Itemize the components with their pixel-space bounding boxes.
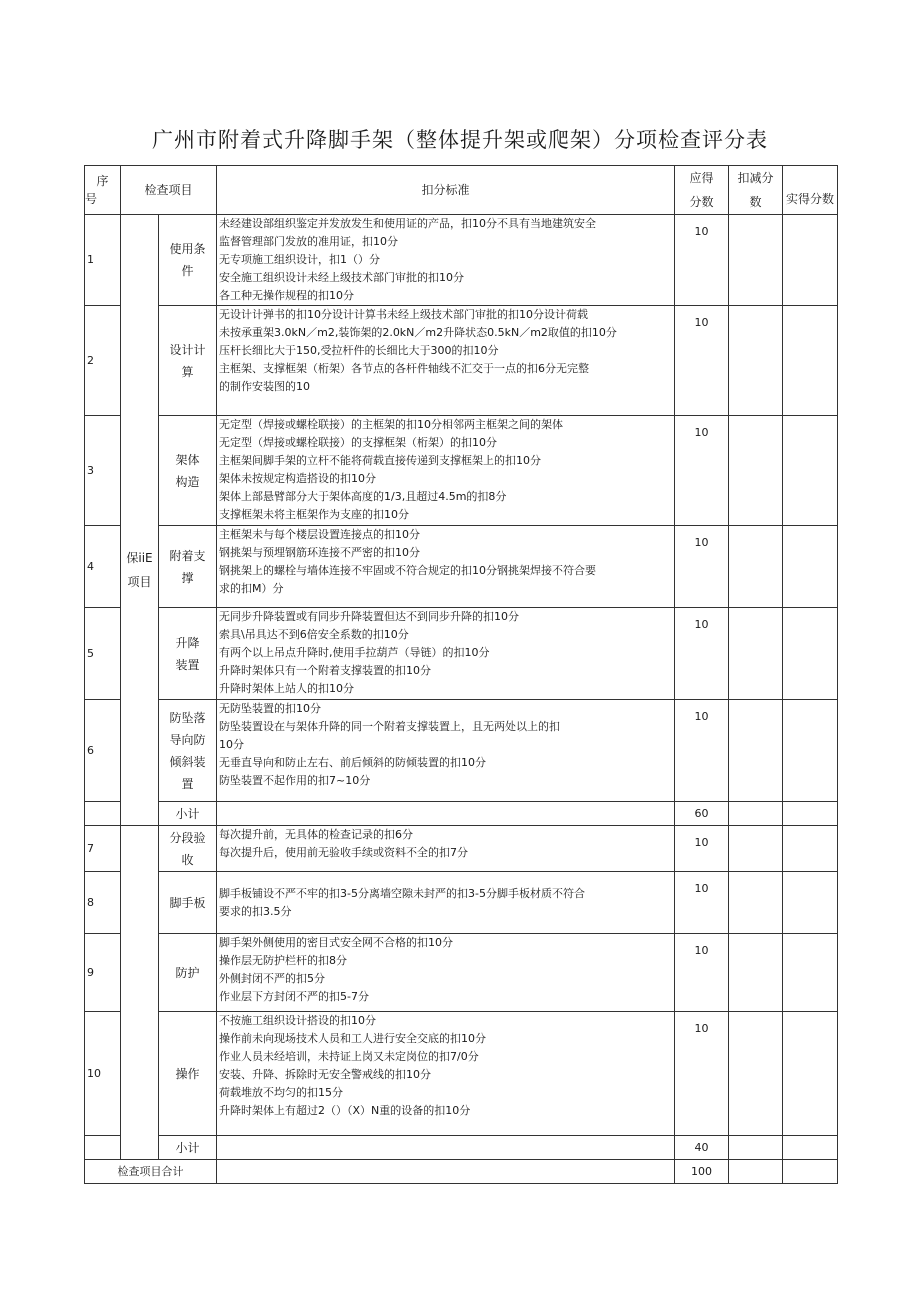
item-line: 使用条 bbox=[169, 242, 206, 256]
table-row bbox=[85, 215, 838, 306]
deduct-header-line: 扣减分 bbox=[737, 171, 774, 185]
table-row bbox=[85, 416, 838, 526]
item-line: 置 bbox=[181, 776, 194, 791]
standard-line: 脚手板铺设不严不牢的扣3-5分离墙空隙未封严的扣3-5分脚手板材质不符合 bbox=[219, 886, 585, 900]
table-row bbox=[85, 1012, 838, 1136]
score-table bbox=[84, 165, 838, 1184]
row-seq: 5 bbox=[85, 608, 121, 700]
row-deduct bbox=[729, 416, 783, 526]
subtotal-standard bbox=[217, 1136, 675, 1160]
row-deduct bbox=[729, 306, 783, 416]
row-standard bbox=[217, 826, 675, 872]
standard-line: 要求的扣3.5分 bbox=[219, 904, 292, 918]
subtotal-deduct bbox=[729, 1136, 783, 1160]
standard-line: 无设计计弹书的扣10分设计计算书未经上级技术部门审批的扣10分设计荷载 bbox=[219, 308, 589, 321]
item-line: 防护 bbox=[175, 965, 200, 980]
seq-header-line: 号 bbox=[85, 192, 98, 206]
row-standard bbox=[217, 608, 675, 700]
standard-line: 作业层下方封闭不严的扣5-7分 bbox=[219, 990, 369, 1003]
standard-line: 脚手架外侧使用的密目式安全网不合格的扣10分 bbox=[219, 936, 454, 949]
page-title: 广州市附着式升降脚手架（整体提升架或爬架）分项检查评分表 bbox=[152, 128, 768, 152]
standard-line: 防坠装置设在与架体升降的同一个附着支撑装置上，且无两处以上的扣 bbox=[219, 720, 561, 733]
item-line: 脚手板 bbox=[169, 895, 206, 910]
row-points: 10 bbox=[675, 872, 729, 934]
table-row bbox=[85, 526, 838, 608]
standard-line: 每次提升前，无具体的检查记录的扣6分 bbox=[219, 828, 414, 841]
guarantee-label: 保iiE bbox=[126, 551, 153, 565]
standard-line: 无防坠装置的扣10分 bbox=[219, 702, 322, 715]
standard-line: 主框架间脚手架的立杆不能将荷载直接传递到支撑框架上的扣10分 bbox=[219, 454, 542, 467]
standard-line: 荷载堆放不均匀的扣15分 bbox=[219, 1086, 344, 1099]
item-line: 倾斜装 bbox=[169, 754, 206, 769]
row-standard bbox=[217, 306, 675, 416]
standard-line: 升降时架体上有超过2（）（X）N重的设备的扣10分 bbox=[219, 1104, 471, 1117]
deduct-points-header bbox=[729, 166, 783, 215]
subtotal-standard bbox=[217, 802, 675, 826]
general-category bbox=[121, 826, 159, 1160]
row-seq: 3 bbox=[85, 416, 121, 526]
row-points: 10 bbox=[675, 826, 729, 872]
item-line: 撑 bbox=[181, 570, 194, 585]
row-deduct bbox=[729, 934, 783, 1012]
guarantee-section bbox=[85, 215, 838, 826]
row-standard bbox=[217, 416, 675, 526]
should-header-line: 应得 bbox=[689, 171, 714, 185]
subtotal-label: 小计 bbox=[159, 802, 217, 826]
standard-line: 每次提升后，使用前无验收手续或资料不全的扣7分 bbox=[219, 846, 469, 859]
subtotal-points: 40 bbox=[675, 1136, 729, 1160]
total-points: 100 bbox=[675, 1160, 729, 1184]
row-deduct bbox=[729, 872, 783, 934]
row-seq: 6 bbox=[85, 700, 121, 802]
subtotal-actual bbox=[783, 802, 838, 826]
subtotal-deduct bbox=[729, 802, 783, 826]
row-item bbox=[159, 934, 217, 1012]
item-line: 收 bbox=[181, 852, 194, 867]
standard-line: 索具\吊具达不到6倍安全系数的扣10分 bbox=[219, 628, 409, 641]
standard-line: 不按施工组织设计搭设的扣10分 bbox=[219, 1014, 377, 1027]
standard-line: 未按承重架3.0kN／m2,装饰架的2.0kN／m2升降状态0.5kN／m2取值的扣10分 bbox=[219, 326, 617, 339]
row-points: 10 bbox=[675, 526, 729, 608]
standard-line: 安装、升降、拆除时无安全警戒线的扣10分 bbox=[219, 1068, 432, 1081]
header-row bbox=[85, 166, 838, 215]
row-seq: 7 bbox=[85, 826, 121, 872]
should-points-header bbox=[675, 166, 729, 215]
standard-line: 各工种无操作规程的扣10分 bbox=[219, 289, 355, 302]
standard-line: 作业人员未经培训，未持证上岗又未定岗位的扣7/0分 bbox=[219, 1050, 479, 1063]
standard-line: 监督管理部门发放的准用证，扣10分 bbox=[219, 235, 399, 248]
guarantee-label: 项目 bbox=[127, 575, 152, 589]
standard-header: 扣分标准 bbox=[217, 166, 675, 215]
row-seq: 8 bbox=[85, 872, 121, 934]
row-points: 10 bbox=[675, 934, 729, 1012]
table-row bbox=[85, 934, 838, 1012]
row-deduct bbox=[729, 215, 783, 306]
row-deduct bbox=[729, 526, 783, 608]
item-line: 构造 bbox=[175, 474, 200, 489]
row-standard bbox=[217, 934, 675, 1012]
standard-line: 无定型（焊接或螺栓联接）的支撑框架（桁架）的扣10分 bbox=[219, 436, 498, 449]
subtotal-row bbox=[85, 1136, 838, 1160]
item-line: 操作 bbox=[175, 1066, 200, 1081]
row-item bbox=[159, 306, 217, 416]
standard-line: 操作层无防护栏杆的扣8分 bbox=[219, 954, 348, 967]
standard-line: 架体上部悬臂部分大于架体高度的1/3,且超过4.5m的扣8分 bbox=[219, 490, 507, 503]
row-actual bbox=[783, 215, 838, 306]
table-row bbox=[85, 306, 838, 416]
row-standard bbox=[217, 215, 675, 306]
standard-line: 支撑框架未将主框架作为支座的扣10分 bbox=[219, 508, 410, 521]
item-line: 架体 bbox=[175, 452, 200, 467]
standard-line: 防坠装置不起作用的扣7~10分 bbox=[219, 774, 371, 787]
row-standard bbox=[217, 526, 675, 608]
row-standard bbox=[217, 700, 675, 802]
standard-line: 无定型（焊接或螺栓联接）的主框架的扣10分相邻两主框架之间的架体 bbox=[219, 418, 564, 431]
row-actual bbox=[783, 306, 838, 416]
item-line: 分段验 bbox=[169, 830, 206, 845]
standard-line: 10分 bbox=[219, 738, 245, 751]
row-seq: 4 bbox=[85, 526, 121, 608]
row-seq: 1 bbox=[85, 215, 121, 306]
row-actual bbox=[783, 416, 838, 526]
standard-line: 无专项施工组织设计，扣1（）分 bbox=[219, 253, 381, 266]
standard-line: 升降时架体只有一个附着支撑装置的扣10分 bbox=[219, 664, 432, 677]
standard-line: 未经建设部组织鉴定并发放发生和使用证的产品，扣10分不具有当地建筑安全 bbox=[219, 217, 597, 230]
row-actual bbox=[783, 1012, 838, 1136]
row-item bbox=[159, 826, 217, 872]
subtotal-seq bbox=[85, 1136, 121, 1160]
total-label: 检查项目合计 bbox=[85, 1160, 217, 1184]
row-deduct bbox=[729, 700, 783, 802]
standard-line: 有两个以上吊点升降时,使用手拉葫芦（导链）的扣10分 bbox=[219, 646, 490, 659]
total-standard bbox=[217, 1160, 675, 1184]
row-item bbox=[159, 872, 217, 934]
item-line: 升降 bbox=[175, 635, 200, 650]
subtotal-actual bbox=[783, 1136, 838, 1160]
row-seq: 2 bbox=[85, 306, 121, 416]
row-deduct bbox=[729, 1012, 783, 1136]
standard-line: 主框架未与每个楼层设置连接点的扣10分 bbox=[219, 528, 421, 541]
item-line: 件 bbox=[181, 264, 194, 278]
item-line: 附着支 bbox=[169, 548, 206, 563]
row-points: 10 bbox=[675, 608, 729, 700]
seq-header-line: 序 bbox=[96, 174, 109, 188]
total-row bbox=[85, 1160, 838, 1184]
total-actual bbox=[783, 1160, 838, 1184]
deduct-header-line: 数 bbox=[749, 195, 762, 209]
item-line: 防坠落 bbox=[169, 710, 206, 725]
row-actual bbox=[783, 934, 838, 1012]
row-actual bbox=[783, 700, 838, 802]
table-row bbox=[85, 826, 838, 872]
standard-line: 压杆长细比大于150,受拉杆件的长细比大于300的扣10分 bbox=[219, 344, 499, 357]
item-line: 导向防 bbox=[169, 732, 206, 747]
row-standard bbox=[217, 872, 675, 934]
standard-line: 求的扣M）分 bbox=[219, 582, 284, 595]
row-points: 10 bbox=[675, 215, 729, 306]
actual-points-header: 实得分数 bbox=[783, 166, 838, 215]
row-actual bbox=[783, 608, 838, 700]
standard-line: 的制作安装图的10 bbox=[219, 380, 311, 393]
general-section bbox=[85, 826, 838, 1160]
row-item bbox=[159, 215, 217, 306]
guarantee-category bbox=[121, 215, 159, 826]
seq-header bbox=[85, 166, 121, 215]
subtotal-label: 小计 bbox=[159, 1136, 217, 1160]
table-row bbox=[85, 608, 838, 700]
standard-line: 钢挑架与预埋钢筋环连接不严密的扣10分 bbox=[219, 546, 421, 559]
row-item bbox=[159, 1012, 217, 1136]
item-header: 检查项目 bbox=[121, 166, 217, 215]
row-seq: 10 bbox=[85, 1012, 121, 1136]
row-actual bbox=[783, 826, 838, 872]
row-seq: 9 bbox=[85, 934, 121, 1012]
row-item bbox=[159, 608, 217, 700]
standard-line: 升降时架体上站人的扣10分 bbox=[219, 682, 355, 695]
table-row bbox=[85, 700, 838, 802]
total-deduct bbox=[729, 1160, 783, 1184]
item-line: 算 bbox=[181, 364, 194, 379]
standard-line: 架体未按规定构造搭设的扣10分 bbox=[219, 472, 377, 485]
row-points: 10 bbox=[675, 306, 729, 416]
subtotal-seq bbox=[85, 802, 121, 826]
row-item bbox=[159, 526, 217, 608]
item-line: 装置 bbox=[175, 657, 200, 672]
table-row bbox=[85, 872, 838, 934]
standard-line: 主框架、支撑框架（桁架）各节点的各杆件轴线不汇交于一点的扣6分无完整 bbox=[219, 362, 590, 375]
row-item bbox=[159, 416, 217, 526]
subtotal-row bbox=[85, 802, 838, 826]
row-deduct bbox=[729, 608, 783, 700]
standard-line: 安全施工组织设计未经上级技术部门审批的扣10分 bbox=[219, 271, 465, 284]
subtotal-points: 60 bbox=[675, 802, 729, 826]
should-header-line: 分数 bbox=[689, 195, 714, 209]
standard-line: 钢挑架上的螺栓与墙体连接不牢固或不符合规定的扣10分钢挑架焊接不符合要 bbox=[219, 564, 597, 577]
item-line: 设计计 bbox=[169, 342, 206, 357]
standard-line: 无垂直导向和防止左右、前后倾斜的防倾装置的扣10分 bbox=[219, 756, 487, 769]
row-standard bbox=[217, 1012, 675, 1136]
row-points: 10 bbox=[675, 700, 729, 802]
standard-line: 操作前未向现场技术人员和工人进行安全交底的扣10分 bbox=[219, 1032, 487, 1045]
standard-line: 无同步升降装置或有同步升降装置但达不到同步升降的扣10分 bbox=[219, 610, 520, 623]
standard-line: 外侧封闭不严的扣5分 bbox=[219, 972, 326, 985]
row-actual bbox=[783, 872, 838, 934]
row-deduct bbox=[729, 826, 783, 872]
row-points: 10 bbox=[675, 1012, 729, 1136]
row-actual bbox=[783, 526, 838, 608]
row-item bbox=[159, 700, 217, 802]
row-points: 10 bbox=[675, 416, 729, 526]
